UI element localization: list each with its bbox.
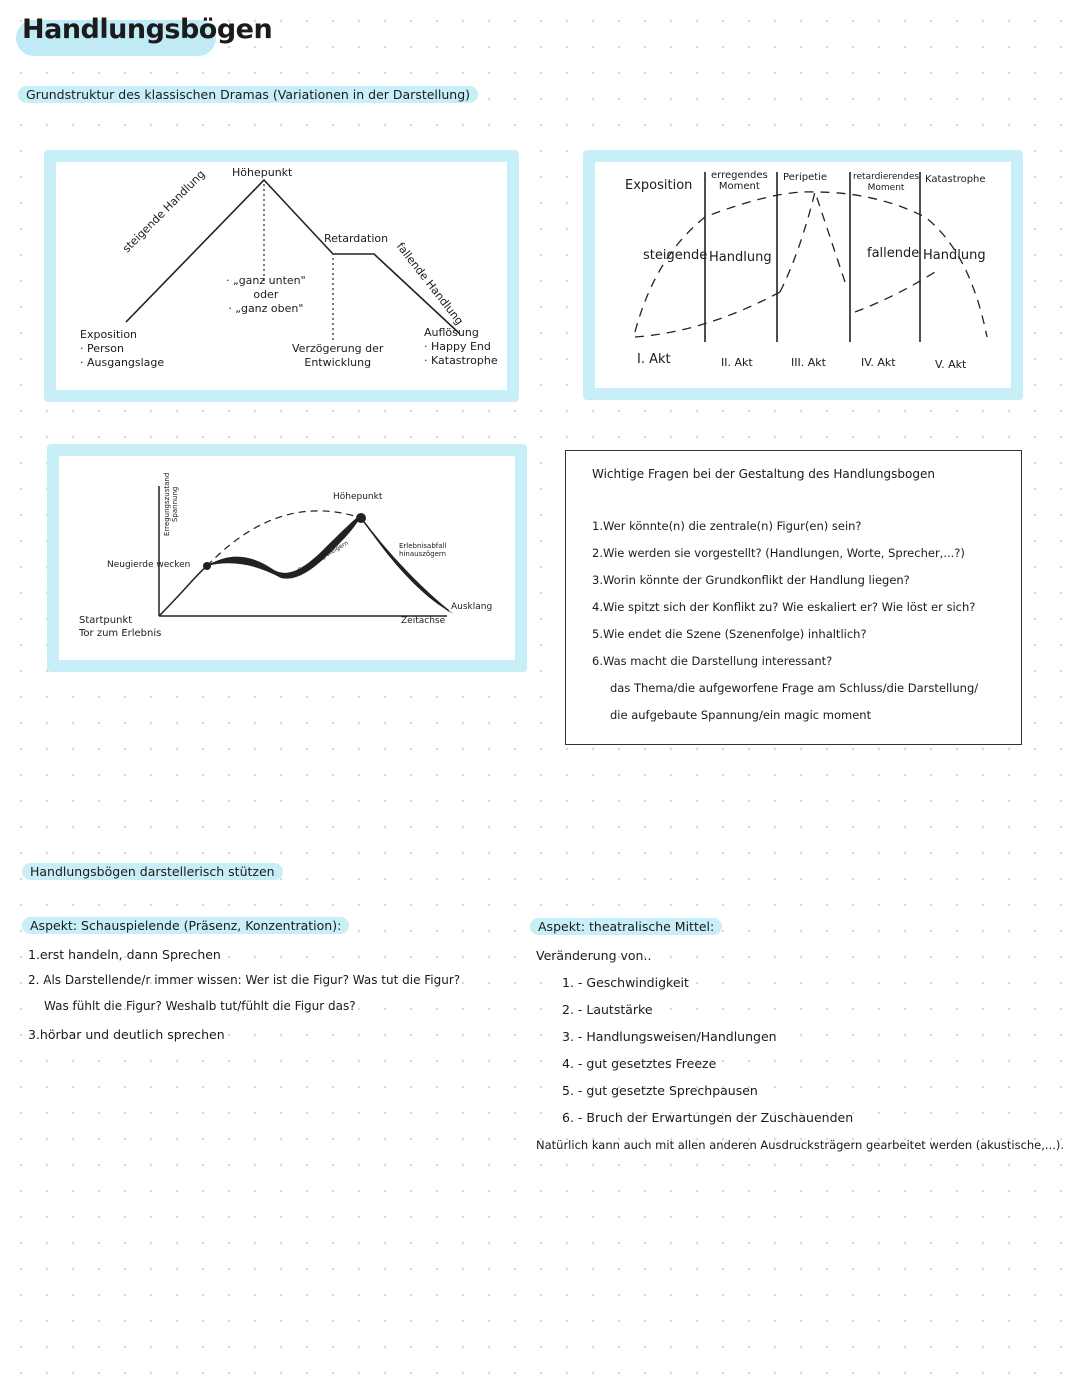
tension-start <box>79 614 161 640</box>
question-item: 3.Worin könnte der Grundkonflikt der Handlung liegen? <box>592 573 910 587</box>
right-item: 4. - gut gesetztes Freeze <box>562 1056 717 1071</box>
delay-line-1: Verzögerung der <box>292 342 384 355</box>
y-axis-line: Erregungszustand <box>163 472 171 536</box>
retardierendes-line: retardierendes <box>853 172 920 182</box>
tension-curiosity: Neugierde wecken <box>107 560 191 570</box>
right-item: 2. - Lautstärke <box>562 1002 653 1017</box>
act-2: II. Akt <box>721 356 753 369</box>
right-item: 5. - gut gesetzte Sprechpausen <box>562 1083 758 1098</box>
page-title-block <box>16 14 272 45</box>
acts-retardierendes <box>853 172 919 194</box>
exposition-item: · Person <box>80 342 124 355</box>
left-item: Was fühlt die Figur? Weshalb tut/fühlt die Figur das? <box>44 999 356 1013</box>
start-line: Tor zum Erlebnis <box>79 628 162 639</box>
retardierendes-line: Moment <box>867 183 905 193</box>
diagram-five-acts <box>583 150 1023 400</box>
questions-box <box>565 450 1022 745</box>
pyramid-resolution <box>424 326 498 368</box>
question-item: 1.Wer könnte(n) die zentrale(n) Figur(en) sein? <box>592 519 862 533</box>
right-aspect-title <box>530 919 722 934</box>
acts-handlung-right: Handlung <box>923 248 986 263</box>
exposition-label: Exposition <box>80 328 138 341</box>
act-5: V. Akt <box>935 358 967 371</box>
diagram-tension-curve <box>47 444 527 672</box>
left-aspect-title <box>22 918 349 933</box>
act-1: I. Akt <box>637 352 671 367</box>
right-item: 3. - Handlungsweisen/Handlungen <box>562 1029 777 1044</box>
question-item: 5.Wie endet die Szene (Szenenfolge) inhaltlich? <box>592 627 867 641</box>
pyramid-peak: Höhepunkt <box>232 166 293 179</box>
erregendes-line: Moment <box>718 181 760 192</box>
resolution-label: Auflösung <box>424 326 479 339</box>
tension-y-axis-label <box>163 473 179 536</box>
tension-rising: Spannung steigern <box>297 539 350 575</box>
acts-steigende: steigende <box>643 248 708 263</box>
pyramid-exposition <box>80 328 164 370</box>
left-item: 3.hörbar und deutlich sprechen <box>28 1027 225 1042</box>
drop-line: Erlebnisabfall <box>399 542 447 550</box>
diagram-pyramid <box>44 150 519 402</box>
page-title: Handlungsbögen <box>22 14 273 45</box>
pyramid-middle-note <box>226 274 306 316</box>
middle-line-2: oder <box>253 288 279 301</box>
left-aspect-title-text: Aspekt: Schauspielende (Präsenz, Konzentration): <box>22 917 349 934</box>
act-4: IV. Akt <box>861 356 896 369</box>
question-extra: die aufgebaute Spannung/ein magic moment <box>610 708 872 722</box>
section2-heading <box>22 864 283 879</box>
pyramid-falling: fallende Handlung <box>393 240 466 328</box>
acts-exposition: Exposition <box>625 178 693 193</box>
acts-katastrophe: Katastrophe <box>925 174 986 185</box>
tension-time-axis: Zeitachse <box>401 616 446 626</box>
right-item: 6. - Bruch der Erwartungen der Zuschauenden <box>562 1110 854 1125</box>
drop-line: hinauszögern <box>399 550 447 558</box>
start-line: Startpunkt <box>79 615 133 626</box>
acts-handlung-left: Handlung <box>709 250 772 265</box>
questions-heading: Wichtige Fragen bei der Gestaltung des Handlungsbogen <box>592 467 935 481</box>
middle-line-3: · „ganz oben" <box>228 302 304 315</box>
delay-line-2: Entwicklung <box>304 356 372 369</box>
tension-drop <box>399 542 446 558</box>
right-item: 1. - Geschwindigkeit <box>562 975 689 990</box>
acts-peripetie: Peripetie <box>783 172 828 183</box>
tension-ending: Ausklang <box>451 602 493 612</box>
footer-note: Natürlich kann auch mit allen anderen Ausdrucksträgern gearbeitet werden (akustische,...). <box>536 1138 1065 1152</box>
pyramid-rising: steigende Handlung <box>120 167 208 256</box>
acts-erregendes <box>711 170 768 192</box>
left-item: 2. Als Darstellende/r immer wissen: Wer ist die Figur? Was tut die Figur? <box>28 973 461 987</box>
right-aspect-title-text: Aspekt: theatralische Mittel: <box>530 918 722 935</box>
right-intro: Veränderung von.. <box>536 948 652 963</box>
question-item: 4.Wie spitzt sich der Konflikt zu? Wie eskaliert er? Wie löst er sich? <box>592 600 976 614</box>
resolution-item: · Katastrophe <box>424 354 498 367</box>
pyramid-delay <box>292 342 383 370</box>
page-subtitle <box>18 87 478 102</box>
erregendes-line: erregendes <box>711 170 768 181</box>
section2-heading-text: Handlungsbögen darstellerisch stützen <box>22 863 283 880</box>
question-item: 2.Wie werden sie vorgestellt? (Handlungen, Worte, Sprecher,...?) <box>592 546 965 560</box>
subtitle-text: Grundstruktur des klassischen Dramas (Variationen in der Darstellung) <box>18 86 478 103</box>
pyramid-retardation: Retardation <box>324 232 389 245</box>
acts-fallende: fallende <box>867 246 920 261</box>
tension-peak: Höhepunkt <box>333 492 383 502</box>
left-item: 1.erst handeln, dann Sprechen <box>28 947 221 962</box>
y-axis-line: Spannung <box>171 486 179 523</box>
resolution-item: · Happy End <box>424 340 491 353</box>
question-extra: das Thema/die aufgeworfene Frage am Schluss/die Darstellung/ <box>610 681 979 695</box>
question-item: 6.Was macht die Darstellung interessant? <box>592 654 833 668</box>
act-3: III. Akt <box>791 356 826 369</box>
middle-line-1: · „ganz unten" <box>226 274 306 287</box>
exposition-item: · Ausgangslage <box>80 356 165 369</box>
